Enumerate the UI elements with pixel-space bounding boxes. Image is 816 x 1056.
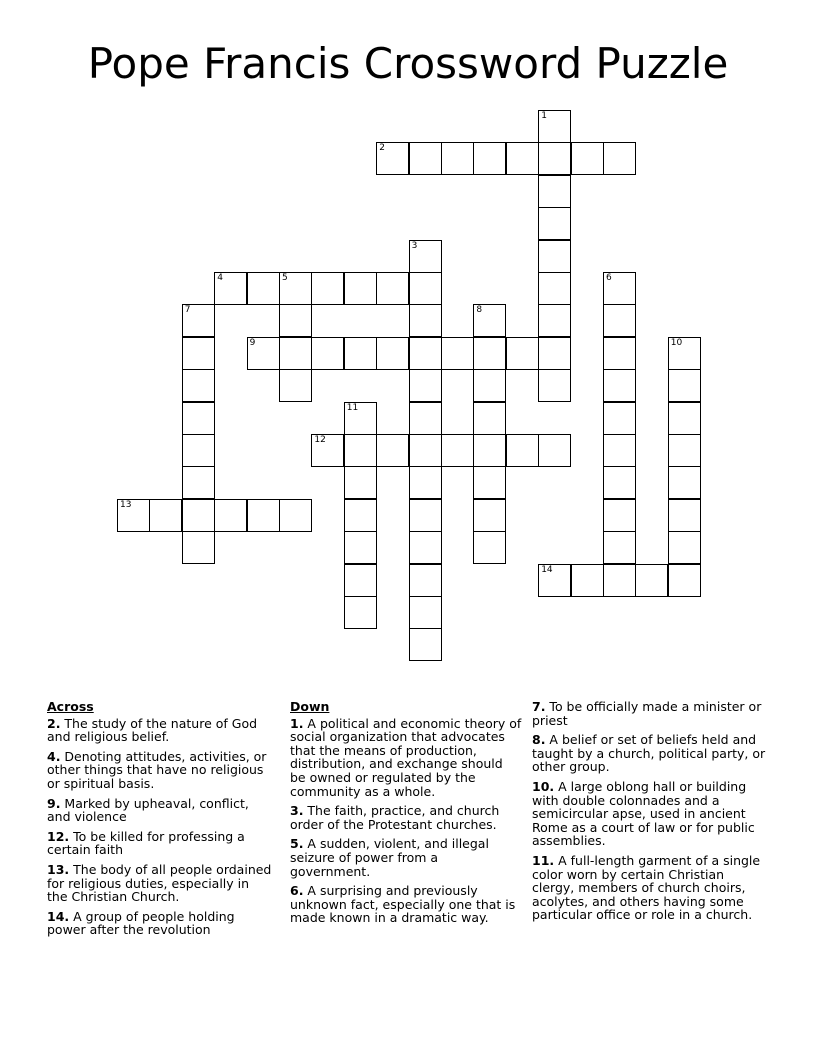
grid-cell[interactable] [409,564,442,597]
grid-cell[interactable] [247,337,280,370]
grid-cell[interactable] [441,337,474,370]
clue-number: 11. [532,852,555,868]
cell-number: 13 [120,499,132,510]
clue-number: 5. [290,836,304,852]
grid-cell[interactable] [473,434,506,467]
grid-cell[interactable] [247,272,280,305]
grid-cell[interactable] [473,499,506,532]
clue-number: 12. [47,828,70,844]
grid-cell[interactable] [344,337,377,370]
clue-item [47,910,272,937]
grid-cell[interactable] [409,272,442,305]
clue-number: 14. [47,908,70,924]
grid-cell[interactable] [473,304,506,337]
cell-number: 12 [314,435,326,445]
clue-number: 3. [290,803,304,819]
cell-number: 4 [217,273,223,283]
clue-text: A group of people holding power after the revolution [47,908,235,938]
grid-cell[interactable] [344,434,377,467]
clue-item [532,780,767,848]
page-title: Pope Francis Crossword Puzzle [87,39,729,88]
clue-text: To be officially made a minister or priest [532,699,762,728]
grid-cell[interactable] [603,466,636,499]
grid-cell[interactable] [214,272,247,305]
clue-text: A political and economic theory of social organization that advocates that the means of production, distribution, and exchange should be owned or regulated by the community as a whole. [290,715,522,799]
clue-item [532,733,767,774]
across-heading: Across [47,699,94,714]
grid-cell[interactable] [311,272,344,305]
grid-cell[interactable] [603,337,636,370]
grid-cell[interactable] [376,272,409,305]
grid-cell[interactable] [279,272,312,305]
clues-column-down [290,700,522,931]
cell-number: 8 [476,305,483,316]
clue-text: Marked by upheaval, conflict, and violence [47,795,249,825]
clue-number: 1. [290,715,304,731]
grid-cell[interactable] [149,499,182,532]
grid-cell[interactable] [538,337,571,370]
grid-cell[interactable] [182,499,215,532]
clue-item [47,750,272,791]
clue-item [290,837,522,878]
grid-cell[interactable] [668,564,701,597]
grid-cell[interactable] [409,466,442,499]
grid-cell[interactable] [506,142,539,175]
clue-text: A sudden, violent, and illegal seizure of power from a government. [290,836,489,879]
grid-cell[interactable] [409,142,442,175]
grid-cell[interactable] [571,564,604,597]
grid-cell[interactable] [409,499,442,532]
grid-cell[interactable] [668,434,701,467]
grid-cell[interactable] [538,240,571,273]
grid-cell[interactable] [376,434,409,467]
grid-cell[interactable] [603,499,636,532]
grid-cell[interactable] [603,272,636,305]
clue-text: A surprising and previously unknown fact, especially one that is made known in a dramatic way. [290,883,516,926]
grid-cell[interactable] [473,142,506,175]
grid-cell[interactable] [441,142,474,175]
clue-item [47,863,272,904]
clue-text: A large oblong hall or building with double colonnades and a semicircular apse, used in ancient Rome as a court of law or for public assemblies. [532,778,755,849]
grid-cell[interactable] [603,142,636,175]
grid-cell[interactable] [376,337,409,370]
grid-cell[interactable] [538,564,571,597]
grid-cell[interactable] [668,499,701,532]
grid-cell[interactable] [668,466,701,499]
clue-number: 8. [532,732,546,748]
grid-cell[interactable] [409,369,442,402]
clue-number: 6. [290,883,304,899]
grid-cell[interactable] [473,466,506,499]
clue-text: The study of the nature of God and religious belief. [47,715,258,745]
grid-cell[interactable] [182,369,215,402]
grid-cell[interactable] [376,142,409,175]
grid-cell[interactable] [538,142,571,175]
grid-cell[interactable] [538,272,571,305]
cell-number: 7 [184,305,191,316]
grid-cell[interactable] [603,564,636,597]
grid-cell[interactable] [182,337,215,370]
clue-item [290,884,522,925]
grid-cell[interactable] [409,304,442,337]
grid-cell[interactable] [279,337,312,370]
grid-cell[interactable] [247,499,280,532]
down-heading: Down [290,699,330,714]
grid-cell[interactable] [473,531,506,564]
grid-cell[interactable] [409,434,442,467]
grid-cell[interactable] [635,564,668,597]
grid-cell[interactable] [473,337,506,370]
grid-cell[interactable] [214,499,247,532]
grid-cell[interactable] [603,434,636,467]
grid-cell[interactable] [182,466,215,499]
clue-number: 9. [47,795,61,811]
grid-cell[interactable] [409,337,442,370]
cell-number: 5 [282,273,288,283]
grid-cell[interactable] [409,240,442,273]
clue-text: To be killed for professing a certain faith [47,828,245,858]
grid-cell[interactable] [279,304,312,337]
grid-cell[interactable] [182,434,215,467]
clue-item [532,700,767,727]
grid-cell[interactable] [344,531,377,564]
grid-cell[interactable] [603,304,636,337]
clue-text: A full-length garment of a single color worn by certain Christian clergy, members of church choirs, acolytes, and others having some particular office or role in a church. [532,852,761,923]
cell-number: 11 [346,402,359,413]
clues-column-down-continued [532,700,767,928]
grid-cell[interactable] [117,499,150,532]
grid-cell[interactable] [668,337,701,370]
grid-cell[interactable] [344,564,377,597]
grid-cell[interactable] [182,304,215,337]
grid-cell[interactable] [279,369,312,402]
clue-item [532,854,767,922]
clue-text: The faith, practice, and church order of the Protestant churches. [290,803,500,832]
grid-cell[interactable] [344,402,377,435]
grid-cell[interactable] [538,304,571,337]
cell-number: 9 [249,337,256,348]
grid-cell[interactable] [344,466,377,499]
grid-cell[interactable] [311,434,344,467]
grid-cell[interactable] [344,499,377,532]
clue-text: A belief or set of beliefs held and taught by a church, political party, or other group. [532,732,766,775]
grid-cell[interactable] [538,175,571,208]
clue-number: 13. [47,861,70,877]
grid-cell[interactable] [409,628,442,661]
clue-item [47,717,272,744]
clue-number: 10. [532,778,555,794]
clue-item [47,830,272,857]
clue-item [290,717,522,799]
cell-number: 2 [379,143,385,154]
clues-column-across [47,700,272,943]
grid-cell[interactable] [603,531,636,564]
cell-number: 1 [541,111,547,121]
grid-cell[interactable] [441,434,474,467]
cell-number: 14 [541,564,553,575]
grid-cell[interactable] [311,337,344,370]
grid-cell[interactable] [603,402,636,435]
grid-cell[interactable] [538,369,571,402]
grid-cell[interactable] [344,272,377,305]
cell-number: 6 [606,273,612,283]
grid-cell[interactable] [668,531,701,564]
grid-cell[interactable] [506,337,539,370]
grid-cell[interactable] [182,402,215,435]
grid-cell[interactable] [344,596,377,629]
clue-number: 2. [47,715,61,731]
grid-cell[interactable] [538,110,571,143]
clue-item [290,804,522,831]
grid-cell[interactable] [668,402,701,435]
clue-item [47,797,272,824]
grid-cell[interactable] [182,531,215,564]
grid-cell[interactable] [279,499,312,532]
grid-cell[interactable] [668,369,701,402]
grid-cell[interactable] [538,434,571,467]
grid-cell[interactable] [603,369,636,402]
clue-number: 4. [47,748,61,764]
cell-number: 3 [411,240,418,251]
grid-cell[interactable] [538,207,571,240]
grid-cell[interactable] [473,369,506,402]
grid-cell[interactable] [571,142,604,175]
clue-text: The body of all people ordained for religious duties, especially in the Christian Church. [47,861,272,905]
grid-cell[interactable] [506,434,539,467]
grid-cell[interactable] [473,402,506,435]
grid-cell[interactable] [409,402,442,435]
grid-cell[interactable] [409,531,442,564]
cell-number: 10 [670,337,683,348]
grid-cell[interactable] [409,596,442,629]
clue-text: Denoting attitudes, activities, or other things that have no religious or spiritual basis. [47,748,267,791]
clue-number: 7. [532,699,546,714]
